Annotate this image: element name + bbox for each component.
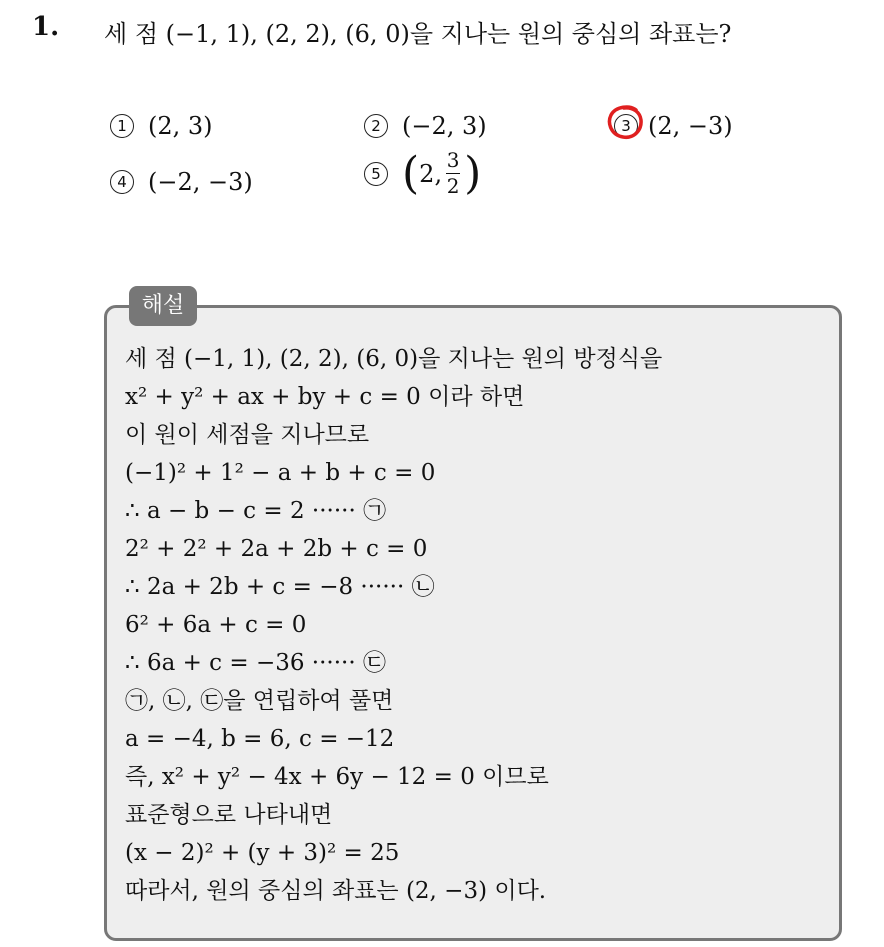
choice-5-close-paren: ) — [464, 147, 482, 199]
solution-line: 따라서, 원의 중심의 좌표는 (2, −3) 이다. — [125, 878, 547, 904]
choice-4-number: 4 — [110, 170, 134, 194]
question-text: 세 점 (−1, 1), (2, 2), (6, 0)을 지나는 원의 중심의 좌표는? — [104, 20, 732, 48]
solution-line: 표준형으로 나타내면 — [125, 802, 333, 828]
choice-5[interactable] — [364, 147, 482, 199]
choice-3-label: (2, −3) — [648, 112, 733, 140]
choice-5-fraction — [446, 150, 460, 197]
choice-4-label: (−2, −3) — [148, 168, 253, 196]
answer-mark-circle — [606, 104, 644, 140]
choice-1[interactable] — [110, 112, 213, 140]
choice-5-frac-den: 2 — [446, 174, 460, 198]
choice-1-label: (2, 3) — [148, 112, 213, 140]
solution-line: ㉠, ㉡, ㉢을 연립하여 풀면 — [125, 688, 394, 714]
solution-line: 세 점 (−1, 1), (2, 2), (6, 0)을 지나는 원의 방정식을 — [125, 346, 663, 372]
question-number: 1. — [32, 12, 60, 42]
solution-line: x² + y² + ax + by + c = 0 이라 하면 — [125, 384, 525, 410]
solution-line: a = −4, b = 6, c = −12 — [125, 726, 395, 752]
solution-line: ∴ 6a + c = −36 ······ ㉢ — [125, 650, 386, 676]
solution-line: ∴ 2a + 2b + c = −8 ······ ㉡ — [125, 574, 435, 600]
choice-5-open-paren: ( — [402, 147, 420, 199]
choice-5-frac-num: 3 — [446, 148, 460, 172]
solution-line: 6² + 6a + c = 0 — [125, 612, 307, 638]
choice-2-label: (−2, 3) — [402, 112, 487, 140]
choice-2[interactable] — [364, 112, 487, 140]
solution-line: (−1)² + 1² − a + b + c = 0 — [125, 460, 436, 486]
solution-lines — [125, 340, 662, 910]
choice-2-number: 2 — [364, 114, 388, 138]
solution-line: 이 원이 세점을 지나므로 — [125, 422, 370, 448]
solution-line: 2² + 2² + 2a + 2b + c = 0 — [125, 536, 428, 562]
choice-5-prefix: 2, — [419, 159, 443, 188]
solution-line: 즉, x² + y² − 4x + 6y − 12 = 0 이므로 — [125, 764, 549, 790]
solution-line: (x − 2)² + (y + 3)² = 25 — [125, 840, 400, 866]
choice-3-number: 3 — [614, 114, 638, 138]
solution-title: 해설 — [129, 286, 197, 326]
choice-1-number: 1 — [110, 114, 134, 138]
solution-line: ∴ a − b − c = 2 ······ ㉠ — [125, 498, 387, 524]
choice-4[interactable] — [110, 168, 253, 196]
choice-5-number: 5 — [364, 162, 388, 186]
